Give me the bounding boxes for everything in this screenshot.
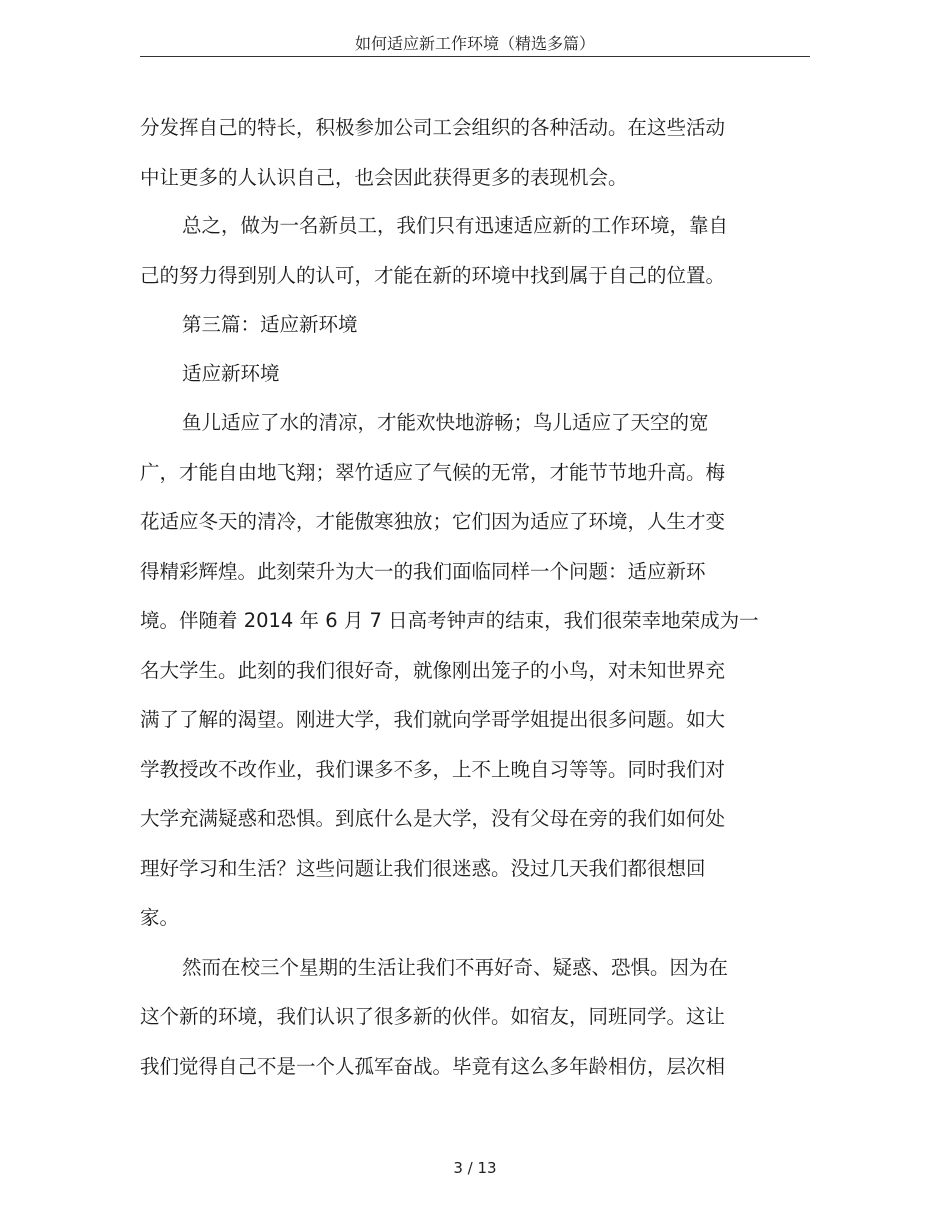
body-line: 学教授改不改作业，我们课多不多，上不上晚自习等等。同时我们对 xyxy=(140,758,726,781)
body-line: 大学充满疑惑和恐惧。到底什么是大学，没有父母在旁的我们如何处 xyxy=(140,807,726,830)
body-line: 总之，做为一名新员工，我们只有迅速适应新的工作环境，靠自 xyxy=(182,214,729,237)
body-line: 得精彩辉煌。此刻荣升为大一的我们面临同样一个问题：适应新环 xyxy=(140,560,706,583)
page-header-title: 如何适应新工作环境（精选多篇） xyxy=(354,34,595,53)
header-divider xyxy=(140,56,810,57)
page-number: 3 / 13 xyxy=(453,1159,497,1177)
body-line: 名大学生。此刻的我们很好奇，就像刚出笼子的小鸟，对未知世界充 xyxy=(140,659,726,682)
body-line: 我们觉得自己不是一个人孤军奋战。毕竟有这么多年龄相仿，层次相 xyxy=(140,1055,726,1078)
section-heading: 第三篇：适应新环境 xyxy=(182,313,358,336)
body-line: 这个新的环境，我们认识了很多新的伙伴。如宿友，同班同学。这让 xyxy=(140,1005,726,1028)
body-line: 己的努力得到别人的认可，才能在新的环境中找到属于自己的位置。 xyxy=(140,264,726,287)
body-line: 广，才能自由地飞翔；翠竹适应了气候的无常，才能节节地升高。梅 xyxy=(140,461,726,484)
body-line: 家。 xyxy=(140,906,180,929)
body-line: 理好学习和生活？这些问题让我们很迷惑。没过几天我们都很想回 xyxy=(140,857,706,880)
body-line: 然而在校三个星期的生活让我们不再好奇、疑惑、恐惧。因为在 xyxy=(182,956,729,979)
body-line: 境。伴随着 2014 年 6 月 7 日高考钟声的结束，我们很荣幸地荣成为一 xyxy=(140,609,759,632)
body-line: 花适应冬天的清冷，才能傲寒独放；它们因为适应了环境，人生才变 xyxy=(140,510,726,533)
body-line: 鱼儿适应了水的清凉，才能欢快地游畅；鸟儿适应了天空的宽 xyxy=(182,411,709,434)
body-line: 分发挥自己的特长，积极参加公司工会组织的各种活动。在这些活动 xyxy=(140,116,726,139)
body-line: 满了了解的渴望。刚进大学，我们就向学哥学姐提出很多问题。如大 xyxy=(140,708,726,731)
essay-title: 适应新环境 xyxy=(182,362,280,385)
body-line: 中让更多的人认识自己，也会因此获得更多的表现机会。 xyxy=(140,166,628,189)
